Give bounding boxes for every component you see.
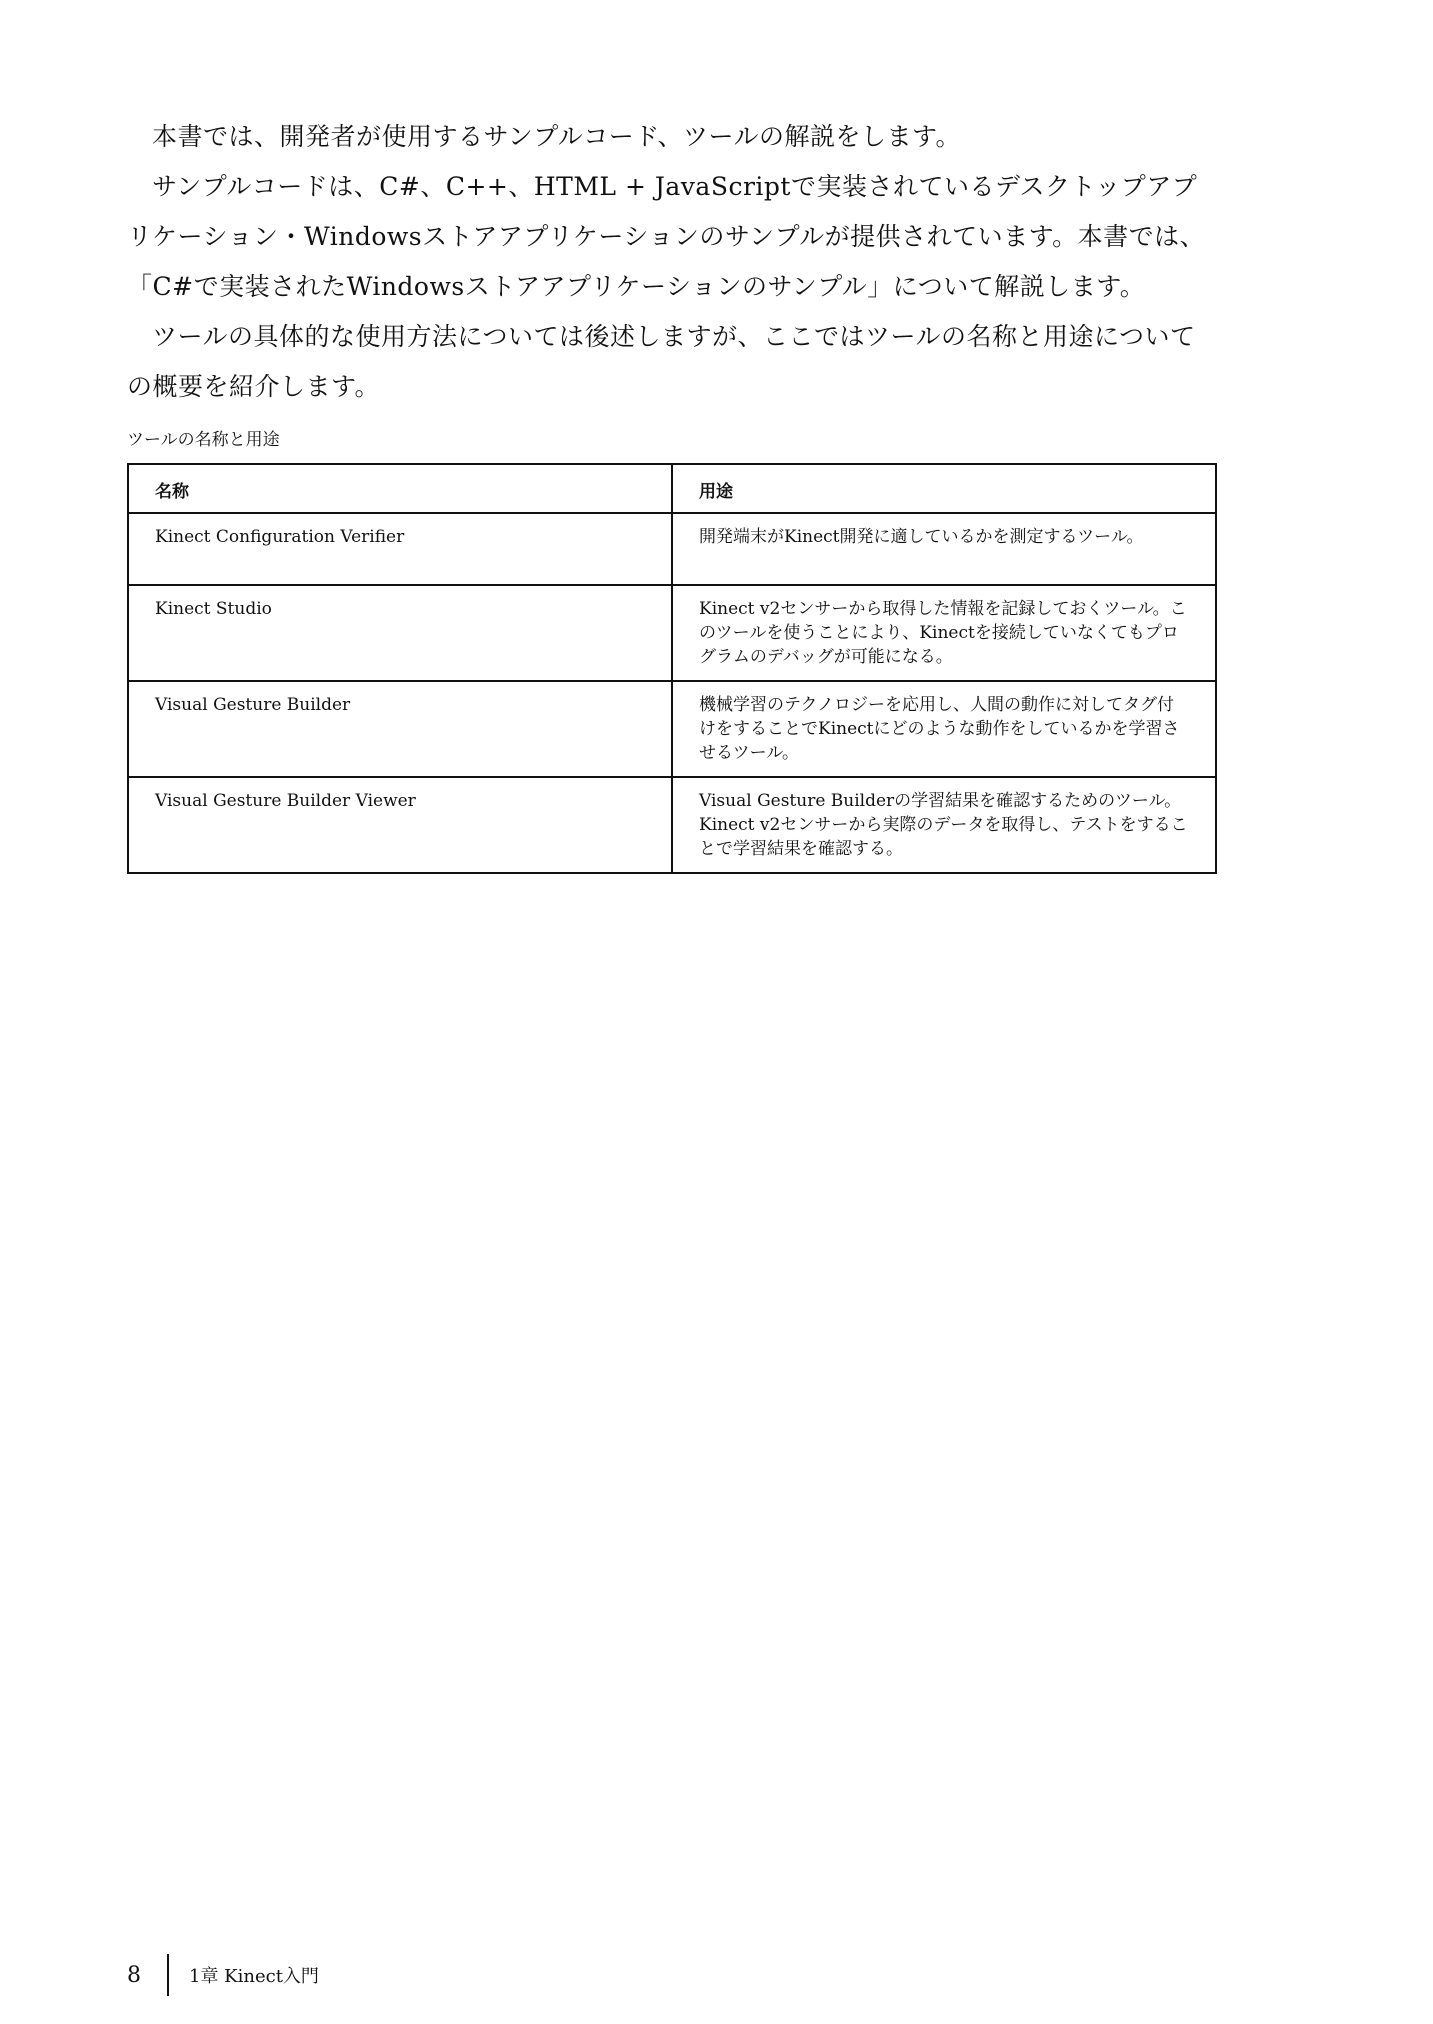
chapter-title: 1章 Kinect入門: [189, 1966, 319, 1987]
page-number: 8: [127, 1962, 141, 1988]
table-row: [128, 681, 1216, 777]
tool-name: Kinect Studio: [128, 585, 672, 681]
table-header-row: [128, 464, 1216, 513]
body-text: [127, 112, 1217, 412]
paragraph: ツールの具体的な使用方法については後述しますが、ここではツールの名称と用途についての概要を紹介します。: [127, 322, 1196, 401]
paragraph: 本書では、開発者が使用するサンプルコード、ツールの解説をします。: [152, 122, 962, 151]
table-row: [128, 513, 1216, 585]
tool-use: 開発端末がKinect開発に適しているかを測定するツール。: [672, 513, 1216, 585]
header-use: 用途: [672, 464, 1216, 513]
tool-name: Kinect Configuration Verifier: [128, 513, 672, 585]
page-footer: [127, 1955, 319, 1995]
tool-name: Visual Gesture Builder Viewer: [128, 777, 672, 873]
header-name: 名称: [128, 464, 672, 513]
table-caption: ツールの名称と用途: [127, 430, 280, 450]
tool-use: Visual Gesture Builderの学習結果を確認するためのツール。Kinect v2センサーから実際のデータを取得し、テストをすることで学習結果を確認する。: [672, 777, 1216, 873]
tools-table: [127, 463, 1217, 874]
table-row: [128, 777, 1216, 873]
tool-name: Visual Gesture Builder: [128, 681, 672, 777]
table-row: [128, 585, 1216, 681]
tool-use: 機械学習のテクノロジーを応用し、人間の動作に対してタグ付けをすることでKinectにどのような動作をしているかを学習させるツール。: [672, 681, 1216, 777]
paragraph: サンプルコードは、C#、C++、HTML + JavaScriptで実装されているデスクトップアプリケーション・Windowsストアアプリケーションのサンプルが提供されています。本書では、「C#で実装されたWindowsストアアプリケーションのサンプル」について解説します。: [127, 172, 1206, 301]
footer-divider: [167, 1954, 169, 1996]
tool-use: Kinect v2センサーから取得した情報を記録しておくツール。このツールを使うことにより、Kinectを接続していなくてもプログラムのデバッグが可能になる。: [672, 585, 1216, 681]
